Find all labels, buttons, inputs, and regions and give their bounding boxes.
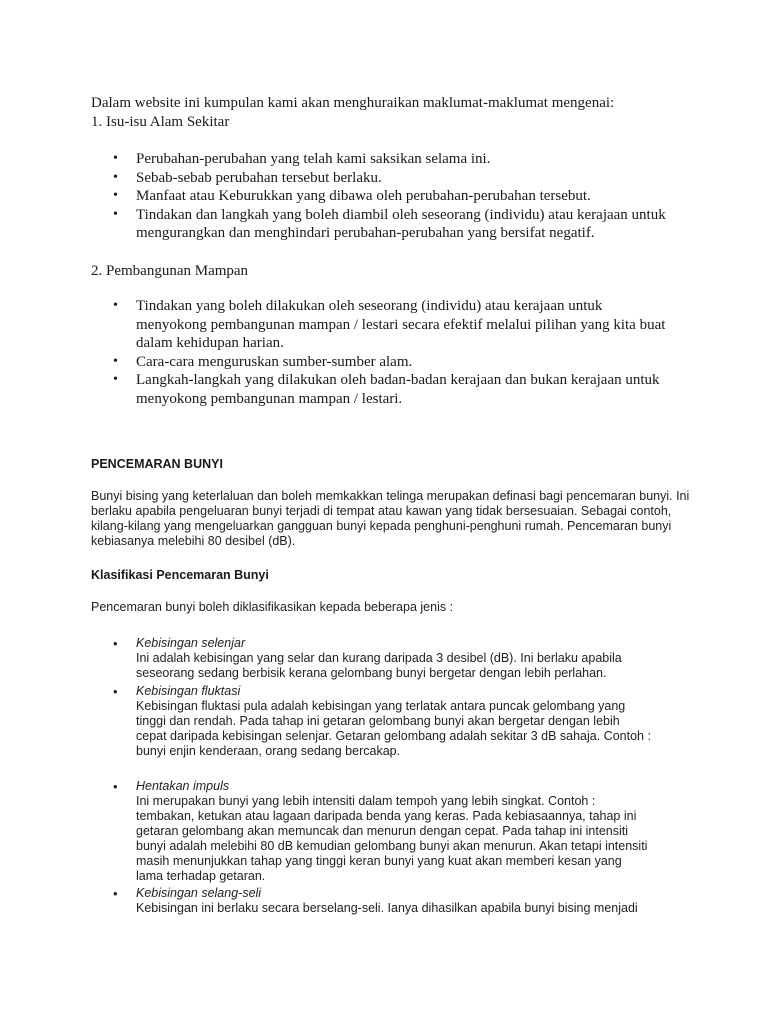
list-item: • Cara-cara menguruskan sumber-sumber alam. <box>113 353 413 370</box>
section1-list <box>113 150 713 243</box>
bullet-icon: • <box>113 298 118 313</box>
list-item <box>113 636 651 681</box>
section2-title: 2. Pembangunan Mampan <box>91 263 249 279</box>
classification-list <box>113 636 651 916</box>
list-item <box>113 684 651 759</box>
item-title: Kebisingan selenjar <box>136 636 246 650</box>
bullet-icon: • <box>113 779 118 794</box>
list-item: • Tindakan yang boleh dilakukan oleh seseorang (individu) atau kerajaan untuk menyokong pembangunan mampan / lestari secara efektif melalui pilihan yang kita buat dalam kehidupan harian. <box>113 298 666 351</box>
section1-title: 1. Isu-isu Alam Sekitar <box>91 113 230 130</box>
item-text: Ini merupakan bunyi yang lebih intensiti dalam tempoh yang lebih singkat. Contoh : tembakan, ketukan atau lagaan daripada benda yang keras. Pada kebiasaannya, tahap ini getaran gelombang akan memuncak dan menurun dengan cepat. Pada tahap ini intensiti bunyi adalah melebihi 80 dB kemudian gelombang bunyi akan menurun. Akan tetapi intensiti masih menunjukkan tahap yang tinggi keran bunyi yang kuat akan memberi kesan yang lama terhadap getaran. <box>136 794 648 883</box>
bullet-icon: • <box>113 886 118 901</box>
bullet-icon: • <box>113 636 118 651</box>
bullet-icon: • <box>113 372 118 387</box>
list-item <box>113 779 651 884</box>
bullet-icon: • <box>113 151 118 166</box>
item-text: Kebisingan ini berlaku secara berselang-seli. Ianya dihasilkan apabila bunyi bising menjadi <box>136 901 638 915</box>
list-item: • Tindakan dan langkah yang boleh diambil oleh seseorang (individu) atau kerajaan untuk mengurangkan dan menghindari perubahan-perubahan yang bersifat negatif. <box>113 206 666 241</box>
list-item: • Sebab-sebab perubahan tersebut berlaku. <box>113 169 382 186</box>
list-item: • Perubahan-perubahan yang telah kami saksikan selama ini. <box>113 151 491 167</box>
item-text: Ini adalah kebisingan yang selar dan kurang daripada 3 desibel (dB). Ini berlaku apabila seseorang sedang berbisik kerana gelombang bunyi bergetar dengan lebih perlahan. <box>136 651 622 680</box>
item-title: Kebisingan fluktasi <box>136 684 241 698</box>
list-item: • Manfaat atau Keburukkan yang dibawa oleh perubahan-perubahan tersebut. <box>113 188 591 204</box>
section-heading: PENCEMARAN BUNYI <box>91 457 223 471</box>
list-item <box>113 886 651 916</box>
section2-list <box>113 297 713 408</box>
bullet-icon: • <box>113 188 118 203</box>
item-title: Hentakan impuls <box>136 779 230 793</box>
bullet-icon: • <box>113 684 118 699</box>
bullet-icon: • <box>113 353 118 369</box>
item-text: Kebisingan fluktasi pula adalah kebisingan yang terlatak antara puncak gelombang yang tinggi dan rendah. Pada tahap ini getaran gelombang bunyi akan bergetar dengan lebih cepat daripada kebisingan selenjar. Getaran gelombang adalah sekitar 3 dB sahaja. Contoh : bunyi enjin kenderaan, orang sedang bercakap. <box>136 699 651 758</box>
intro-block <box>91 94 691 131</box>
pencemaran-paragraph: Bunyi bising yang keterlaluan dan boleh memkakkan telinga merupakan definasi bagi pencemaran bunyi. Ini berlaku apabila pengeluaran bunyi terjadi di tempat atau kawan yang tidak bersesuaian. Sebagai contoh, kilang-kilang yang mengeluarkan gangguan bunyi kepada penghuni-penghuni rumah. Pencemaran bunyi kebiasanya melebihi 80 desibel (dB). <box>91 489 690 548</box>
item-title: Kebisingan selang-seli <box>136 886 262 900</box>
section2-title-block <box>91 262 691 281</box>
bullet-icon: • <box>113 206 118 222</box>
subheading: Klasifikasi Pencemaran Bunyi <box>91 568 269 582</box>
classification-intro: Pencemaran bunyi boleh diklasifikasikan kepada beberapa jenis : <box>91 600 454 614</box>
list-item: • Langkah-langkah yang dilakukan oleh badan-badan kerajaan dan bukan kerajaan untuk menyokong pembangunan mampan / lestari. <box>113 372 660 407</box>
bullet-icon: • <box>113 169 118 185</box>
intro-line: Dalam website ini kumpulan kami akan menghuraikan maklumat-maklumat mengenai: <box>91 95 615 111</box>
